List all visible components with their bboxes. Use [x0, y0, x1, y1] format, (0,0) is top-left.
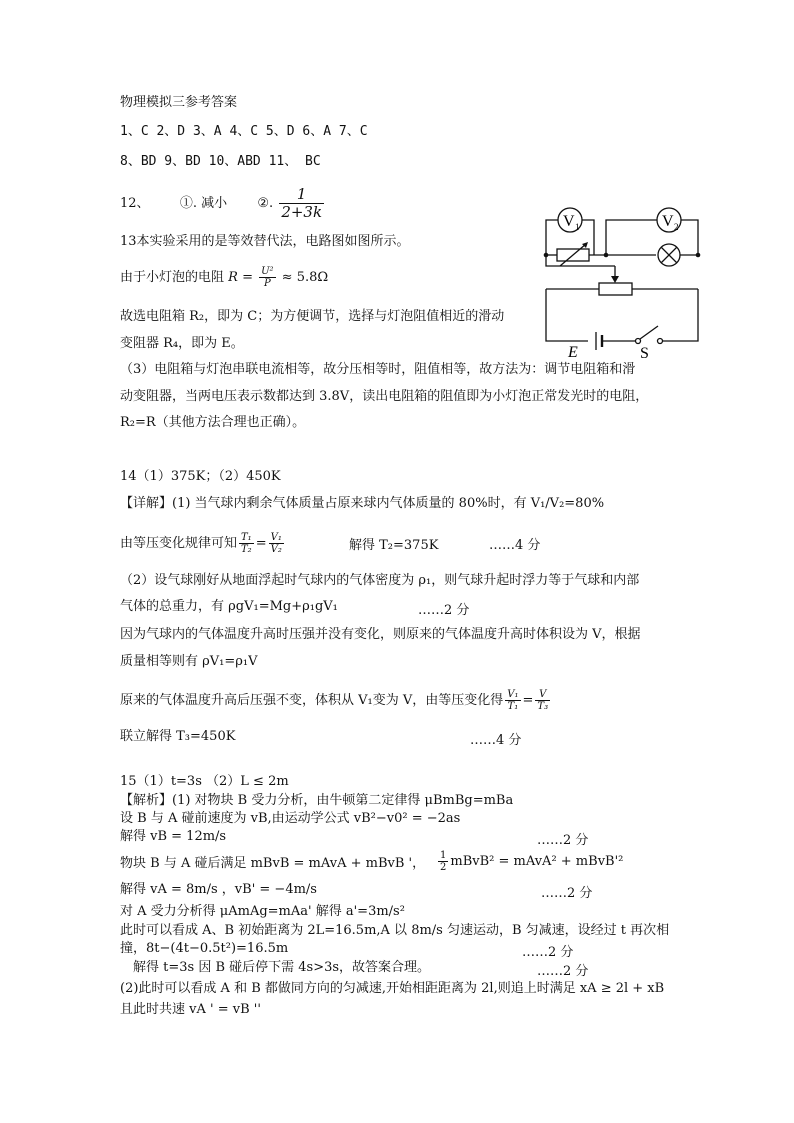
q13-line-3: 故选电阻箱 R₂，即为 C；为方便调节，选择与灯泡阻值相近的滑动 — [120, 309, 505, 324]
resistance-box-arrow — [560, 244, 586, 266]
switch-contact-left — [636, 339, 641, 344]
circuit-diagram — [536, 200, 702, 362]
q13-line-2 — [120, 266, 328, 289]
q15-half-denominator: 2 — [440, 862, 447, 873]
rheostat-resistor — [599, 283, 632, 295]
mc-answers-row-1: 1、C 2、D 3、A 4、C 5、D 6、A 7、C — [120, 124, 368, 139]
voltmeter-v2-label: V — [662, 213, 674, 230]
q14-points-3: ……4 分 — [470, 733, 522, 748]
page-title: 物理模拟三参考答案 — [120, 95, 238, 110]
rheostat-slider-arrow — [611, 276, 619, 283]
q15-answer: 15（1）t=3s （2）L ≤ 2m — [120, 774, 289, 789]
q15-points-4: ……2 分 — [537, 964, 589, 979]
q14-solve-t2: 解得 T₂=375K — [349, 538, 439, 553]
circuit-wire-v2-right — [681, 220, 698, 255]
q15-line-11: 且此时共速 vA ' = vB '' — [120, 1002, 261, 1017]
switch-label: S — [640, 345, 649, 362]
q14-equals: = — [255, 536, 267, 551]
q14-detail-7 — [120, 689, 552, 712]
q14-fraction-v-t3 — [535, 689, 550, 712]
q13-line-4: 变阻器 R₄，即为 E。 — [120, 336, 244, 351]
junction-dot-middle — [604, 253, 609, 258]
q14-fraction-t — [239, 532, 254, 555]
q14-detail-1: 【详解】(1) 当气球内剩余气体质量占原来球内气体质量的 80%时，有 V₁/V₂=80% — [120, 496, 605, 511]
q14-detail-2 — [120, 532, 286, 555]
q14-fraction-t-denominator: T₂ — [241, 544, 252, 555]
circuit-wire-left — [546, 289, 588, 341]
q15-points-1: ……2 分 — [537, 833, 589, 848]
q13-resistance-symbol: R — [228, 270, 238, 285]
q14-detail-2-prefix: 由等压变化规律可知 — [120, 536, 238, 551]
q15-line-8: 撞，8t−(4t−0.5t²)=16.5m — [120, 941, 289, 956]
switch-contact-right — [658, 339, 663, 344]
q13-line-1: 13本实验采用的是等效替代法，电路图如图所示。 — [120, 234, 410, 249]
q13-line-2-prefix: 由于小灯泡的电阻 — [120, 270, 229, 285]
q13-resistance-value: ≈ 5.8Ω — [277, 270, 329, 285]
q13-resistance-fraction — [259, 266, 275, 289]
q12-label: 12、 — [120, 196, 150, 211]
circuit-wire-v2-left — [606, 220, 657, 255]
q14-fraction-t1-denominator: T₁ — [507, 701, 519, 712]
q14-points-2: ……2 分 — [418, 603, 470, 618]
circuit-wire-right — [663, 289, 698, 341]
q15-line-6: 对 A 受力分析得 μAmAg=mAa' 解得 a'=3m/s² — [120, 904, 405, 919]
q12-answer — [120, 186, 326, 221]
voltmeter-v1-subscript: 1 — [575, 222, 580, 232]
junction-dot-right — [696, 253, 701, 258]
q14-fraction-t-numerator: T₁ — [241, 532, 252, 543]
q13-fraction-denominator: P — [263, 278, 271, 289]
q15-line-3: 解得 vB = 12m/s — [120, 829, 227, 844]
q15-half-numerator: 1 — [440, 850, 447, 861]
q13-fraction-numerator: U² — [261, 266, 274, 277]
q15-line-2: 设 B 与 A 碰前速度为 vB,由运动学公式 vB²−v0² = −2as — [120, 811, 461, 826]
q14-fraction-v-denominator: V₂ — [270, 544, 282, 555]
q14-fraction-v-numerator-2: V — [535, 689, 550, 701]
circuit-wire-v1-left — [546, 220, 558, 255]
mc-answers-row-2: 8、BD 9、BD 10、ABD 11、 BC — [120, 154, 321, 169]
q12-answer-2-fraction — [279, 186, 324, 221]
q13-equals: = — [237, 270, 258, 285]
q14-fraction-t3-denominator: T₃ — [537, 701, 549, 712]
voltmeter-v2-subscript: 2 — [674, 222, 679, 232]
junction-dot-left — [544, 253, 549, 258]
q14-detail-6: 质量相等则有 ρV₁=ρ₁V — [120, 654, 258, 669]
q14-detail-7-prefix: 原来的气体温度升高后压强不变，体积从 V₁变为 V，由等压变化得 — [120, 693, 504, 708]
q15-line-5: 解得 vA = 8m/s ，vB' = −4m/s — [120, 882, 317, 897]
q14-detail-8: 联立解得 T₃=450K — [120, 729, 236, 744]
source-label: E — [568, 344, 578, 361]
q15-half-fraction — [438, 850, 448, 873]
q12-fraction-numerator: 1 — [279, 186, 324, 204]
q15-points-2: ……2 分 — [541, 886, 593, 901]
q14-detail-4: 气体的总重力，有 ρgV₁=Mg+ρ₁gV₁ — [120, 599, 338, 614]
q14-equals-2: = — [522, 693, 534, 708]
q14-fraction-v-numerator: V₁ — [270, 532, 282, 543]
q14-answer: 14（1）375K；（2）450K — [120, 469, 281, 484]
q15-line-4a: 物块 B 与 A 碰后满足 mBvB = mAvA + mBvB '， — [120, 856, 426, 871]
q15-line-1: 【解析】(1) 对物块 B 受力分析，由牛顿第二定律得 μBmBg=mBa — [120, 793, 514, 808]
q13-line-7: R₂=R（其他方法合理也正确）。 — [120, 415, 306, 430]
q15-energy-equation: mBvB² = mAvA² + mBvB'² — [450, 854, 624, 869]
q15-line-9: 解得 t=3s 因 B 碰后停下需 4s>3s，故答案合理。 — [133, 960, 431, 975]
voltmeter-v1-label: V — [563, 213, 575, 230]
q14-points-1: ……4 分 — [489, 538, 541, 553]
q14-fraction-v — [269, 532, 284, 555]
q14-fraction-v1-t1 — [505, 689, 520, 712]
q14-detail-5: 因为气球内的气体温度升高时压强并没有变化，则原来的气体温度升高时体积设为 V，根据 — [120, 627, 641, 642]
q12-fraction-denominator: 2+3k — [281, 203, 323, 221]
q14-fraction-v1-numerator: V₁ — [507, 689, 519, 700]
q13-line-5: （3）电阻箱与灯泡串联电流相等，故分压相等时，阻值相等，故方法为：调节电阻箱和滑 — [120, 362, 636, 377]
q15-points-3: ……2 分 — [522, 945, 574, 960]
switch-blade — [640, 326, 658, 339]
q13-line-6: 动变阻器，当两电压表示数都达到 3.8V，读出电阻箱的阻值即为小灯泡正常发光时的电阻， — [120, 389, 649, 404]
q15-line-4b — [436, 850, 623, 873]
q14-detail-3: （2）设气球刚好从地面浮起时气球内的气体密度为 ρ₁，则气球升起时浮力等于气球和内部 — [120, 573, 640, 588]
q12-answer-2-prefix: ②. — [257, 196, 274, 211]
circuit-wire-v1-right — [582, 220, 594, 255]
q15-line-10: (2)此时可以看成 A 和 B 都做同方向的匀减速,开始相距距离为 2l,则追上时满足 xA ≥ 2l + xB — [120, 981, 665, 996]
q15-line-7: 此时可以看成 A、B 初始距离为 2L=16.5m,A 以 8m/s 匀速运动，B 匀减速，设经过 t 再次相 — [120, 923, 670, 938]
q12-answer-1: ①. 减小 — [179, 196, 228, 211]
